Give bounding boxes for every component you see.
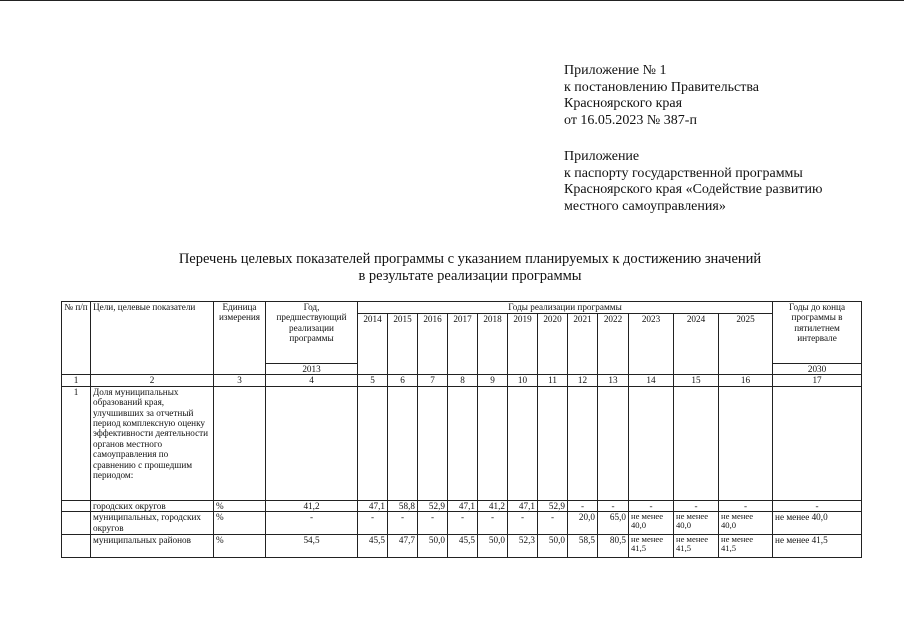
annex-sub-line: Красноярского края «Содействие развитию	[564, 182, 823, 198]
row-unit: %	[214, 512, 266, 535]
annex-main-block	[564, 63, 759, 129]
annex-main-line: Приложение № 1	[564, 63, 667, 78]
row-value: 50,0	[418, 535, 448, 558]
row-value: -	[674, 500, 719, 511]
header-prev-year-value: 2013	[266, 364, 358, 375]
row-value: не менее 40,0	[674, 512, 719, 535]
row-value: не менее 41,5	[629, 535, 674, 558]
indicator-row	[62, 386, 862, 500]
row-long-term: не менее 41,5	[773, 535, 862, 558]
row-value: 58,8	[388, 500, 418, 511]
row-value: 50,0	[478, 535, 508, 558]
header-year: 2024	[674, 314, 719, 375]
row-value: 50,0	[538, 535, 568, 558]
row-value: -	[629, 500, 674, 511]
row-value: 47,1	[448, 500, 478, 511]
document-title	[100, 251, 840, 285]
annex-sub-line: местного самоуправления»	[564, 198, 726, 214]
column-number: 12	[568, 375, 598, 386]
row-prev: 41,2	[266, 500, 358, 511]
column-number: 17	[773, 375, 862, 386]
column-number: 6	[388, 375, 418, 386]
row-value: 58,5	[568, 535, 598, 558]
row-value: 52,9	[418, 500, 448, 511]
row-value: -	[719, 500, 773, 511]
row-value: -	[388, 512, 418, 535]
table-row	[62, 500, 862, 511]
row-value: 41,2	[478, 500, 508, 511]
column-number: 11	[538, 375, 568, 386]
row-value: не менее 40,0	[719, 512, 773, 535]
indicators-table	[61, 301, 862, 558]
header-prev-year: Год, предшествующий реализации программы	[266, 302, 358, 364]
row-value: -	[478, 512, 508, 535]
column-number: 14	[629, 375, 674, 386]
row-value: -	[448, 512, 478, 535]
row-label: муниципальных, городских округов	[91, 512, 214, 535]
annex-sub-line: к паспорту государственной программы	[564, 165, 803, 181]
header-unit: Единица измерения	[214, 302, 266, 375]
row-label: городских округов	[91, 500, 214, 511]
header-year: 2015	[388, 314, 418, 375]
row-value: -	[358, 512, 388, 535]
row-value: 47,7	[388, 535, 418, 558]
column-number: 4	[266, 375, 358, 386]
row-value: не менее 40,0	[629, 512, 674, 535]
header-long-term: Годы до конца программы в пятилетнем интервале	[773, 302, 862, 364]
header-year: 2016	[418, 314, 448, 375]
top-rule	[0, 0, 904, 1]
row-value: 80,5	[598, 535, 629, 558]
header-num: № п/п	[62, 302, 91, 375]
row-value: не менее 41,5	[674, 535, 719, 558]
column-number: 13	[598, 375, 629, 386]
column-number: 7	[418, 375, 448, 386]
row-unit: %	[214, 535, 266, 558]
column-number: 1	[62, 375, 91, 386]
table-row	[62, 535, 862, 558]
row-value: 65,0	[598, 512, 629, 535]
row-long-term: не менее 40,0	[773, 512, 862, 535]
annex-main-line: к постановлению Правительства	[564, 79, 760, 95]
table-row	[62, 512, 862, 535]
row-unit: %	[214, 500, 266, 511]
row-value: 52,9	[538, 500, 568, 511]
indicator-text: Доля муниципальных образований края, улучшивших за отчетный период комплексную оценку эффективности деятельности органов местного самоуправления по сравнению с прошедшим периодом:	[91, 386, 214, 500]
header-year: 2019	[508, 314, 538, 375]
row-value: -	[598, 500, 629, 511]
header-years-group: Годы реализации программы	[358, 302, 773, 314]
column-number: 16	[719, 375, 773, 386]
row-value: 20,0	[568, 512, 598, 535]
row-value: 47,1	[508, 500, 538, 511]
header-long-term-value: 2030	[773, 364, 862, 375]
title-line: в результате реализации программы	[358, 268, 582, 284]
header-year: 2025	[719, 314, 773, 375]
column-number: 9	[478, 375, 508, 386]
column-number: 2	[91, 375, 214, 386]
row-label: муниципальных районов	[91, 535, 214, 558]
header-row-top	[62, 302, 862, 314]
row-prev: -	[266, 512, 358, 535]
header-goals: Цели, целевые показатели	[91, 302, 214, 375]
row-value: 45,5	[358, 535, 388, 558]
header-year: 2022	[598, 314, 629, 375]
column-number: 8	[448, 375, 478, 386]
header-year: 2017	[448, 314, 478, 375]
column-number: 15	[674, 375, 719, 386]
title-line: Перечень целевых показателей программы с указанием планируемых к достижению значений	[178, 251, 762, 267]
row-long-term: -	[773, 500, 862, 511]
row-value: 45,5	[448, 535, 478, 558]
header-year: 2014	[358, 314, 388, 375]
row-value: 52,3	[508, 535, 538, 558]
row-value: не менее 41,5	[719, 535, 773, 558]
header-year: 2020	[538, 314, 568, 375]
row-value: -	[418, 512, 448, 535]
header-year: 2018	[478, 314, 508, 375]
row-value: -	[538, 512, 568, 535]
column-number-row	[62, 375, 862, 386]
indicator-num: 1	[62, 386, 91, 500]
annex-sub-block	[564, 149, 822, 215]
annex-main-line: Красноярского края	[564, 96, 683, 112]
row-value: 47,1	[358, 500, 388, 511]
header-year: 2023	[629, 314, 674, 375]
row-prev: 54,5	[266, 535, 358, 558]
row-value: -	[568, 500, 598, 511]
column-number: 3	[214, 375, 266, 386]
column-number: 10	[508, 375, 538, 386]
annex-sub-line: Приложение	[564, 149, 640, 164]
header-year: 2021	[568, 314, 598, 375]
row-value: -	[508, 512, 538, 535]
column-number: 5	[358, 375, 388, 386]
annex-main-line: от 16.05.2023 № 387-п	[564, 112, 697, 128]
